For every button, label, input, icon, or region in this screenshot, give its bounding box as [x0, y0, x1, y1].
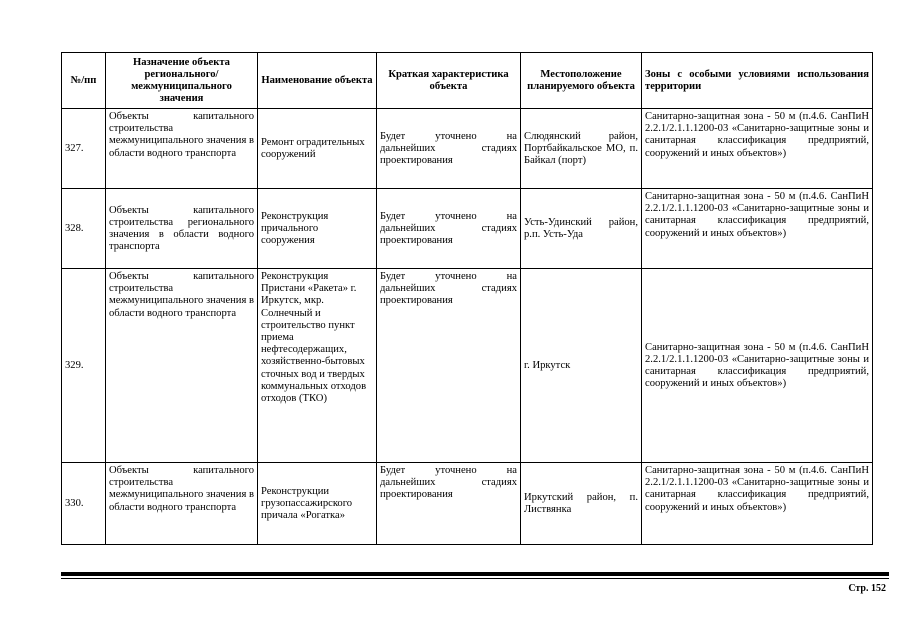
- row-zones: Санитарно-защитная зона - 50 м (п.4.6. СанПиН 2.2.1/2.1.1.1200-03 «Санитарно-защитные зоны и санитарная классификация предприятий, сооружений и иных объектов»): [642, 269, 873, 463]
- row-location: г. Иркутск: [521, 269, 642, 463]
- table-row: [62, 109, 873, 189]
- row-num: 328.: [62, 189, 106, 269]
- row-brief: Будет уточнено на дальнейших стадиях проектирования: [377, 109, 521, 189]
- header-brief: Краткая характеристика объекта: [377, 53, 521, 109]
- row-num: 329.: [62, 269, 106, 463]
- header-num: №/пп: [62, 53, 106, 109]
- row-name: Ремонт оградительных сооружений: [258, 109, 377, 189]
- table-row: [62, 189, 873, 269]
- row-location: Слюдянский район, Портбайкальское МО, п. Байкал (порт): [521, 109, 642, 189]
- row-name: Реконструкция причального сооружения: [258, 189, 377, 269]
- row-brief: Будет уточнено на дальнейших стадиях проектирования: [377, 269, 521, 463]
- planned-objects-table: [61, 52, 873, 545]
- row-location: Усть-Удинский район, р.п. Усть-Уда: [521, 189, 642, 269]
- row-purpose: Объекты капитального строительства регионального значения в области водного транспорта: [106, 189, 258, 269]
- row-purpose: Объекты капитального строительства межмуниципального значения в области водного транспорта: [106, 109, 258, 189]
- header-location: Местоположение планируемого объекта: [521, 53, 642, 109]
- row-purpose: Объекты капитального строительства межмуниципального значения в области водного транспорта: [106, 269, 258, 463]
- footer-rule: [61, 572, 889, 576]
- table-header-row: [62, 53, 873, 109]
- row-num: 327.: [62, 109, 106, 189]
- table-row: [62, 269, 873, 463]
- row-brief: Будет уточнено на дальнейших стадиях проектирования: [377, 189, 521, 269]
- header-purpose: Назначение объекта регионального/ межмуниципального значения: [106, 53, 258, 109]
- page-number: Стр. 152: [848, 583, 886, 594]
- header-zones: Зоны с особыми условиями использования территории: [642, 53, 873, 109]
- row-zones: Санитарно-защитная зона - 50 м (п.4.6. СанПиН 2.2.1/2.1.1.1200-03 «Санитарно-защитные зоны и санитарная классификация предприятий, сооружений и иных объектов»): [642, 189, 873, 269]
- footer-rule-thin: [61, 578, 889, 579]
- table-row: [62, 463, 873, 545]
- row-location: Иркутский район, п. Листвянка: [521, 463, 642, 545]
- row-num: 330.: [62, 463, 106, 545]
- row-name: Реконструкция Пристани «Ракета» г. Иркутск, мкр. Солнечный и строительство пункт приема нефтесодержащих, хозяйственно-бытовых сточных вод и твердых коммунальных отходов отходов (ТКО): [258, 269, 377, 463]
- row-zones: Санитарно-защитная зона - 50 м (п.4.6. СанПиН 2.2.1/2.1.1.1200-03 «Санитарно-защитные зоны и санитарная классификация предприятий, сооружений и иных объектов»): [642, 463, 873, 545]
- header-name: Наименование объекта: [258, 53, 377, 109]
- row-name: Реконструкции грузопассажирского причала «Рогатка»: [258, 463, 377, 545]
- row-brief: Будет уточнено на дальнейших стадиях проектирования: [377, 463, 521, 545]
- row-purpose: Объекты капитального строительства межмуниципального значения в области водного транспорта: [106, 463, 258, 545]
- row-zones: Санитарно-защитная зона - 50 м (п.4.6. СанПиН 2.2.1/2.1.1.1200-03 «Санитарно-защитные зоны и санитарная классификация предприятий, сооружений и иных объектов»): [642, 109, 873, 189]
